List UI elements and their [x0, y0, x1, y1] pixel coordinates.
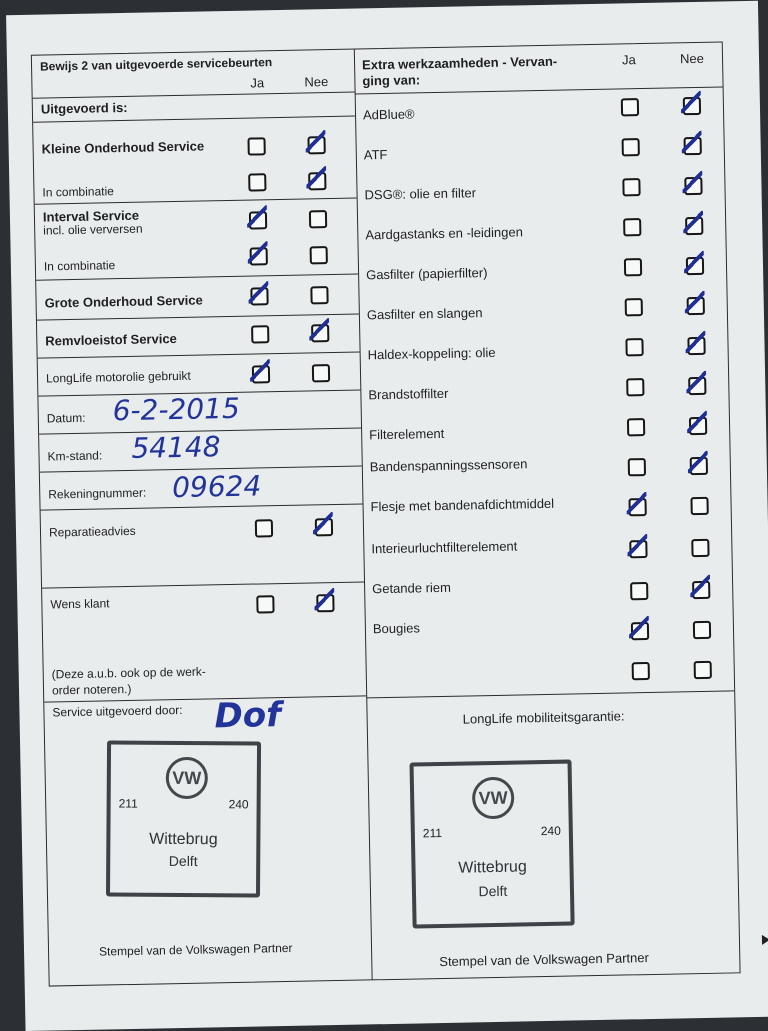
- vw-logo-icon: VW: [166, 757, 208, 799]
- stamp-city-line2: Delft: [168, 852, 198, 870]
- wens-nee-checkbox[interactable]: [316, 594, 334, 612]
- datum-label: Datum:: [46, 410, 86, 426]
- wens-klant-label: Wens klant: [50, 596, 110, 612]
- stamp-city-line1: Wittebrug: [149, 830, 218, 849]
- service-door-label: Service uitgevoerd door:: [52, 702, 183, 720]
- extra-blank-ja-checkbox[interactable]: [632, 662, 650, 680]
- adblue-label: AdBlue®: [362, 106, 415, 123]
- gasfilter-papier-nee-checkbox[interactable]: [686, 257, 704, 275]
- dealer-stamp-left: [106, 740, 261, 897]
- signature: Dof: [214, 695, 282, 737]
- note-line-2: order noteren.): [51, 681, 132, 698]
- divider: [38, 351, 360, 358]
- reparatie-ja-checkbox[interactable]: [255, 519, 273, 537]
- stamp-number-right: 240: [540, 823, 561, 839]
- right-header-line1: Extra werkzaamheden - Vervan-: [361, 53, 558, 73]
- left-col-nee: Nee: [304, 74, 329, 90]
- grote-onderhoud-ja-checkbox[interactable]: [250, 287, 268, 305]
- extra-blank-nee-checkbox[interactable]: [694, 661, 712, 679]
- getande-riem-ja-checkbox[interactable]: [630, 582, 648, 600]
- aardgastanks-label: Aardgastanks en -leidingen: [365, 224, 524, 243]
- kleine-combinatie-ja-checkbox[interactable]: [248, 173, 266, 191]
- gasfilter-papier-ja-checkbox[interactable]: [624, 258, 642, 276]
- uitgevoerd-label: Uitgevoerd is:: [40, 99, 128, 117]
- brandstoffilter-ja-checkbox[interactable]: [626, 378, 644, 396]
- haldex-ja-checkbox[interactable]: [625, 338, 643, 356]
- divider: [41, 503, 363, 510]
- rekeningnummer-handwritten-value: 09624: [171, 469, 262, 505]
- longlife-olie-nee-checkbox[interactable]: [312, 364, 330, 382]
- atf-ja-checkbox[interactable]: [622, 138, 640, 156]
- filterelement-ja-checkbox[interactable]: [627, 418, 645, 436]
- kleine-combinatie-nee-checkbox[interactable]: [308, 172, 326, 190]
- divider: [36, 274, 358, 281]
- wens-ja-checkbox[interactable]: [256, 595, 274, 613]
- interval-ja-checkbox[interactable]: [249, 211, 267, 229]
- stempel-label-left: Stempel van de Volkswagen Partner: [98, 940, 293, 959]
- kleine-onderhoud-nee-checkbox[interactable]: [307, 136, 325, 154]
- right-col-ja: Ja: [621, 52, 636, 68]
- right-header-line2: ging van:: [362, 72, 421, 89]
- bandenafdicht-ja-checkbox[interactable]: [628, 498, 646, 516]
- interval-service-label: Interval Service: [42, 207, 140, 225]
- interieurfilter-label: Interieurluchtfilterelement: [371, 538, 518, 557]
- vw-logo-icon: VW: [472, 777, 515, 820]
- gasfilter-slangen-label: Gasfilter en slangen: [366, 305, 483, 323]
- getande-riem-label: Getande riem: [372, 579, 452, 597]
- left-col-ja: Ja: [250, 75, 265, 91]
- page-arrow-icon: [762, 935, 768, 945]
- kleine-onderhoud-ja-checkbox[interactable]: [247, 137, 265, 155]
- adblue-nee-checkbox[interactable]: [683, 97, 701, 115]
- divider: [366, 690, 734, 698]
- divider: [355, 86, 723, 94]
- stempel-label-right: Stempel van de Volkswagen Partner: [439, 950, 650, 970]
- bougies-label: Bougies: [372, 620, 421, 637]
- haldex-label: Haldex-koppeling: olie: [367, 344, 496, 363]
- kleine-onderhoud-label: Kleine Onderhoud Service: [41, 138, 205, 157]
- bandenspanning-nee-checkbox[interactable]: [690, 457, 708, 475]
- stamp-city-line1: Wittebrug: [458, 858, 527, 877]
- haldex-nee-checkbox[interactable]: [687, 337, 705, 355]
- datum-handwritten-value: 6-2-2015: [112, 391, 241, 428]
- dsg-label: DSG®: olie en filter: [364, 185, 477, 203]
- interval-combinatie-label: In combinatie: [43, 258, 116, 274]
- right-col-nee: Nee: [679, 50, 705, 67]
- interval-combinatie-ja-checkbox[interactable]: [250, 247, 268, 265]
- note-line-1: (Deze a.u.b. ook op de werk-: [51, 664, 206, 682]
- divider: [33, 92, 355, 99]
- bandenafdicht-nee-checkbox[interactable]: [690, 497, 708, 515]
- stamp-number-left: 211: [118, 796, 138, 811]
- bandenspanning-ja-checkbox[interactable]: [628, 458, 646, 476]
- km-stand-label: Km-stand:: [47, 448, 103, 464]
- interieurfilter-ja-checkbox[interactable]: [629, 540, 647, 558]
- longlife-garantie-label: LongLife mobiliteitsgarantie:: [462, 708, 625, 727]
- filterelement-label: Filterelement: [369, 425, 445, 443]
- atf-nee-checkbox[interactable]: [684, 137, 702, 155]
- km-stand-handwritten-value: 54148: [131, 430, 221, 465]
- interval-combinatie-nee-checkbox[interactable]: [310, 246, 328, 264]
- dsg-nee-checkbox[interactable]: [684, 177, 702, 195]
- gasfilter-slangen-ja-checkbox[interactable]: [625, 298, 643, 316]
- grote-onderhoud-nee-checkbox[interactable]: [310, 286, 328, 304]
- gasfilter-papier-label: Gasfilter (papierfilter): [365, 265, 488, 283]
- remvloeistof-ja-checkbox[interactable]: [251, 325, 269, 343]
- bougies-ja-checkbox[interactable]: [631, 622, 649, 640]
- stamp-city-line2: Delft: [478, 882, 508, 900]
- service-record-form: [31, 41, 741, 986]
- bandenspanning-label: Bandenspanningssensoren: [369, 456, 528, 475]
- left-header: Bewijs 2 van uitgevoerde servicebeurten: [39, 55, 273, 74]
- interval-extra-label: incl. olie verversen: [43, 221, 143, 238]
- adblue-ja-checkbox[interactable]: [621, 98, 639, 116]
- remvloeistof-label: Remvloeistof Service: [45, 331, 177, 349]
- rekeningnummer-label: Rekeningnummer:: [48, 485, 147, 502]
- getande-riem-nee-checkbox[interactable]: [692, 581, 710, 599]
- bandenafdicht-label: Flesje met bandenafdichtmiddel: [370, 495, 555, 515]
- service-booklet-page: [6, 1, 768, 1031]
- stamp-number-right: 240: [228, 797, 249, 812]
- brandstoffilter-nee-checkbox[interactable]: [688, 377, 706, 395]
- longlife-olie-label: LongLife motorolie gebruikt: [45, 368, 191, 386]
- longlife-olie-ja-checkbox[interactable]: [252, 365, 270, 383]
- aardgastanks-ja-checkbox[interactable]: [623, 218, 641, 236]
- kleine-combinatie-label: In combinatie: [42, 184, 114, 200]
- gasfilter-slangen-nee-checkbox[interactable]: [687, 297, 705, 315]
- filterelement-nee-checkbox[interactable]: [689, 417, 707, 435]
- interval-nee-checkbox[interactable]: [309, 210, 327, 228]
- reparatie-nee-checkbox[interactable]: [315, 518, 333, 536]
- reparatieadvies-label: Reparatieadvies: [48, 523, 136, 540]
- bougies-nee-checkbox[interactable]: [693, 621, 711, 639]
- stamp-number-left: 211: [422, 826, 443, 841]
- divider: [33, 116, 355, 123]
- atf-label: ATF: [363, 146, 388, 163]
- interieurfilter-nee-checkbox[interactable]: [691, 539, 709, 557]
- remvloeistof-nee-checkbox[interactable]: [311, 324, 329, 342]
- dealer-stamp-right: [409, 760, 574, 929]
- aardgastanks-nee-checkbox[interactable]: [685, 217, 703, 235]
- brandstoffilter-label: Brandstoffilter: [368, 385, 449, 403]
- grote-onderhoud-label: Grote Onderhoud Service: [44, 292, 203, 311]
- dsg-ja-checkbox[interactable]: [622, 178, 640, 196]
